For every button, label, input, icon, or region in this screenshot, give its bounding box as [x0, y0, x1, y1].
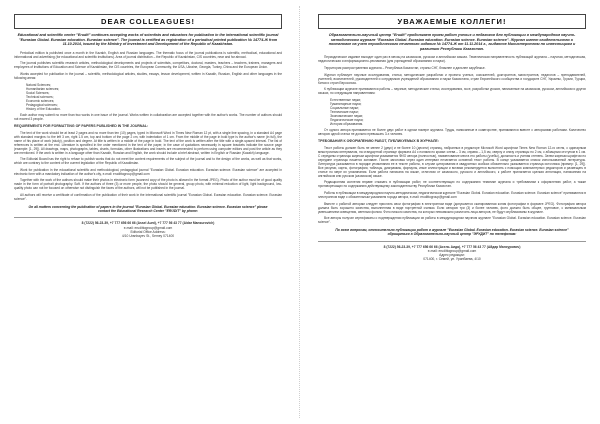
contact-block-ru — [318, 245, 586, 262]
subject-area-item: History of the Education. — [26, 106, 61, 111]
subject-area-item: Технические науки; — [330, 109, 359, 114]
requirements-heading-ru: ТРЕБОВАНИЯ К ОФОРМЛЕНИЮ РАБОТ, ПУБЛИКУЕМЫХ В ЖУРНАЛЕ: — [318, 139, 439, 144]
notice-title-ru: УВАЖАЕМЫЕ КОЛЛЕГИ! — [318, 14, 586, 29]
requirement-paragraph-en: The Editorial Board has the right to refuse to publish works that do not meet the content requirements of the subject of the journal and to the design of the works, as well as that works, which are contrary to the content of the current legislation of the Republic of Kazakhstan. — [14, 157, 282, 166]
closing-note-en: On all matters concerning the publication of papers in the journal "Eurasian Global. Eurasian education. Eurasian science. Eurasian science" please contact the Educational Research Center "ERUDIT" by phone: — [28, 204, 268, 214]
paragraph-en: Periodical edition is published once a month in the Kazakh, English and Russian languages. The thematic focus of the journal publications is scientific, methodical, educational and informational and advertising (for educational and scientific institutions). Area of journal distribution – the Republic of Kazakhstan, CIS countries, near and far abroad. — [14, 50, 282, 59]
subject-area-item: История образования. — [330, 121, 364, 126]
paragraph-ru: Территория распространения журнала – Республика Казахстан, страны СНГ, ближнее и дальнее зарубежье. — [324, 65, 486, 70]
subject-area-item: Гуманитарные науки; — [330, 101, 362, 106]
contact-phones: 8 (7222) 56-23-39, +7 777 656 66 66 (Асель Аида), +7 777 56 43 77 (Айдар Мансурович) — [383, 244, 521, 249]
divider — [14, 217, 282, 218]
paragraph-ru: Журнал публикует научные исследования, статьи, методические разработки и проекты ученых, соискателей, докторантов, магистрантов, педагогов – преподавателей, учителей, воспитателей, руководителей и сотрудников учреждений образования и науки Казахстана, стран Европейского сообщества и государств СНГ, Украины, Грузии, Турции, Китая и стран Евросоюза. — [318, 72, 586, 85]
notice-title-en: DEAR COLLEAGUES! — [14, 14, 282, 29]
requirement-paragraph-en: All authors will receive a certificate of confirmation of the publication of their work in the international scientific journal "Eurasian Global. Eurasian education. Eurasian science. Eurasian science". — [14, 192, 282, 201]
subject-areas-en — [26, 83, 282, 111]
subject-area-item: Technical sciences; — [26, 94, 54, 99]
subject-area-item: Pedagogical sciences; — [26, 102, 58, 107]
subject-area-item: Social Sciences; — [26, 90, 50, 95]
paragraph-ru: От одного автора принимается не более двух работ в одном номере журнала. Труды, написанные в соавторстве, принимаются вместе с авторскими работами. Количество авторов одной статьи не должно превышать 3-х человек. — [318, 128, 586, 137]
contact-block-en — [14, 221, 282, 238]
subject-area-item: Экономические науки; — [330, 113, 364, 118]
editorial-office-address: 4/10 Uranbayev St., Semey 071400 — [121, 233, 175, 238]
russian-notice-page — [318, 14, 586, 410]
subject-area-item: Natural Sciences; — [26, 82, 51, 87]
contact-email: e-mail: erudittogroup@gmail.com — [427, 248, 477, 253]
paragraph-ru: К публикации журнале принимаются работы – научные, методические статьи, исследования, эссе, разработки уроков, написанные на казахском, русском, английском и других языках, по следующим направлениям: — [318, 87, 586, 96]
requirement-paragraph-ru: Редакционная коллегия вправе отказать в публикации работ, не соответствующих по содержанию тематике журнала и требованиям к оформлению работ, а также противоречащих по содержанию действующему законодательству Республики Казахстан. — [318, 180, 586, 189]
subject-area-item: Humanitarian sciences; — [26, 86, 60, 91]
editorial-office-label: Адрес редакции: — [439, 252, 465, 257]
requirement-paragraph-ru: Работы в публикации в международном научно-методическом, педагогическом журнале "Eurasian Global. Eurasian education. Eurasian science. Eurasian science" принимаются в электронном виде с обязательным указанием города автора, e-mail: erudittogroup@gmail.com — [318, 190, 586, 199]
page-separator — [299, 6, 300, 418]
requirement-paragraph-en: Work for publication in the educational scientific and methodological, pedagogical journal "Eurasian Global. Eurasian education. Eurasian science. Eurasian science" are accepted in electronic form with a mandatory indication of the author's city, e-mail: erudittogroup@gmail.com — [14, 167, 282, 176]
subject-area-item: Естественные науки; — [330, 97, 361, 102]
paragraph-ru: Периодическое издание выходит один раз в месяц на казахском, русском и английском языках. Тематическая направленность публикаций журнала – научная, методическая, педагогическая и информационно-рекламная (для учреждений образования и науки). — [318, 55, 586, 64]
requirement-paragraph-en: Together with the work of the authors should make their photos in electronic form (scanned copy of the photo is allowed in the format JPEG). Photo of the author must be of good quality made in the form of portrait photography. Soft. If the authors of three (3) or more people, the photo should be general, group photo, with minimal reduction of light, light background, low-quality photo can not be focused on otherwise not distinguish the faces of the authors, will not be published in the journal. — [14, 178, 282, 191]
subject-area-item: Педагогические науки; — [330, 117, 364, 122]
divider — [318, 241, 586, 242]
paragraph-en: Works accepted for publication in the journal – scientific, methodological articles, studies, essays, lesson development, written in Kazakh, Russian, English and other languages in the following areas: — [14, 71, 282, 80]
contact-email: e-mail: erudittogroup@gmail.com — [123, 225, 173, 230]
closing-note-ru: По всем вопросам, относительно публикации работ в журнале "Eurasian Global. Eurasian education. Eurasian science. Eurasian science" обращаться в Образовательно-научный центр "ЭРУДИТ" по телефонам: — [335, 228, 569, 237]
editorial-office-address: 071400, г. Семей, ул. Уранбаева, 4/10 — [423, 257, 481, 262]
requirement-paragraph-ru: Все авторы получат сертификаты о подтверждении публикации их работы в международном научном журнале "Eurasian Global. Eurasian education. Eurasian science. Eurasian science". — [318, 216, 586, 225]
intro-en: Educational and scientific center "Erudit" continues accepting works of scientists and educators for publication in the international scientific journal "Eurasian Global. Eurasian education. Eurasian science". The journal is certified as registration of a periodical printed publication № 14774-Ж from 11.10.2014, issued by the Ministry of Investment and Development of the Republic of Kazakhstan. — [17, 33, 279, 47]
requirements-heading-en: REQUIREMENTS FOR FORMATTING OF PAPERS PUBLISHED IN THE JOURNAL: — [14, 124, 149, 129]
subject-areas-ru — [330, 98, 586, 126]
requirement-paragraph-ru: Текст работы должен быть не менее 2 (двух) и не более 10 (десяти) страниц, набранных в редакторе Microsoft Word шрифтом Times New Roman 12-го кегля, с одинарным межстрочным интервалом, на стандартной странице формата А4 с полями по краям: слева – 3 см, справа – 1,5 см, сверху и снизу страницы по 2 см, с абзацным отступом в 1 см. С середины страницы жирным шрифтом указывается ФИО автора (полностью), наименование места его работы (учебы), должность и ученая степень. Затем жирным шрифтом по середине страницы пишется заглавие. После заголовка через один интервал печатается основной текст работы. В конце указывается список использованной литературы. Литература указывается в порядке упоминания ее в тексте работы, в случае цитирования в квадратных скобках обязательно указывается страница источника (пример: [1, 29]). Все рисунки, карты, фотографии, таблицы, диаграммы, формулы, иные иллюстрации и вставки рекомендуется выполнять с помощью компьютерных редакторов и размещать в статье по мере их упоминания. Если работа написана на языке, отличном от казахского, русского и английского, к работе прилагается краткая аннотация, написанная на английском или русском (казахском) языке. — [318, 145, 586, 178]
paragraph-en: Each author may submit no more than two works in one issue of the journal. Works written in collaboration are accepted together with the author's works. The number of authors should not exceed 3 people. — [14, 113, 282, 122]
subject-area-item: Economic sciences; — [26, 98, 55, 103]
contact-phones: 8 (7222) 56-23-39, +7 777 656 66 66 (Assel Aunt), +7 777 56 43 77 (Aidar Mansurovich) — [81, 221, 215, 226]
english-notice-page — [14, 14, 282, 410]
editorial-office-label: Editorial Office Address: — [130, 229, 166, 234]
requirement-paragraph-ru: Вместе с работой авторам следует прислать свои фотографии в электронном виде (допускается сканированная копия фотографии в формате JPEG). Фотография автора должна быть хорошего качества, выполненная в виде портретной съемки. Если авторов три (3) и более человек, фото должно быть общее, групповое, с минимальным уменьшением освещения, светлым фоном. Фото низкого качества, на которых невозможно различить лица авторов, не будут опубликованы в журнале. — [318, 201, 586, 214]
intro-ru: Образовательно-научный центр "Erudit" продолжает прием работ ученых и педагогов для публикации в международном научно-методическом журнале "Eurasian Global. Eurasian education. Eurasian science. Eurasian science". Журнал имеет свидетельство о постановке на учет периодического печатного издания № 14774-Ж от 11.11.2014 г., выданное Министерством по инвестициям и развитию Республики Казахстан. — [328, 33, 576, 51]
paragraph-en: The journal publishes scientific research articles, methodological developments and projects of scientists, competitors, doctoral, masters, teachers – teachers, trainers, managers and employees of institutions of Education and Science of Kazakhstan, the CIS countries, the European Community, the USA, Ukraine, Georgia, Turkey, China and the European Union. — [14, 61, 282, 70]
subject-area-item: Социальные науки; — [330, 105, 359, 110]
requirement-paragraph-en: The text of the work should be at least 2 pages and no more than ten (10) pages, typed in Microsoft Word in Times New Roman 12 pt, with a single line spacing, in a standard A4 page with standard margins: to the left 3 cm, right 1.5 cm, top and bottom of the page 2 cm, with indentation of 1 cm. From the middle of the page in bold type is the author's name (in full), the name of his place of work (study), position and degree. At title is written in a middle of the page in bold. The text of the work is written after the title with a single-spaced interval. The list of references is written at the end. Literature is specified in the order mentioned in the text of the paper, in the case of quotations necessarily in square brackets indicate the source page (example: [1, 29]). All drawings, maps, photographs, tables, charts, formulas, other illustrations and inserts are recommended to perform using computer editors and post the article as they are mentioned. If the work is written in a language other than Kazakh, Russian and English, the work should include a brief abstract, written in English or Russian (Kazakh) language. — [14, 130, 282, 155]
